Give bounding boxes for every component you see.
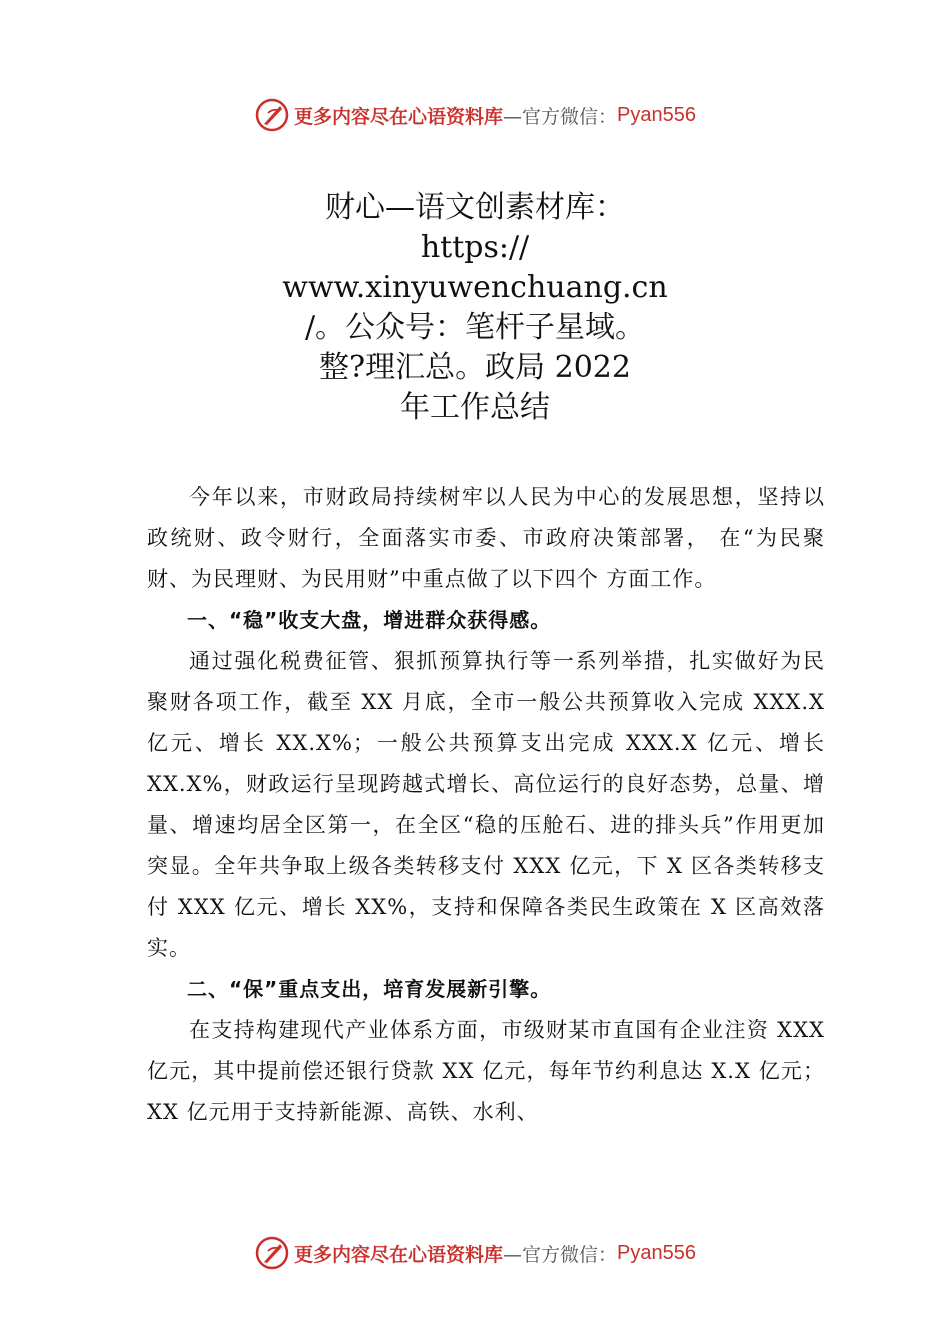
quill-logo-icon	[254, 1235, 290, 1271]
title-line: 年工作总结	[400, 390, 550, 425]
watermark-handle: Pyan556	[617, 103, 696, 126]
watermark-gray-text: —官方微信：	[503, 105, 618, 128]
section-paragraph-1: 通过强化税费征管、狠抓预算执行等一系列举措，扎实做好为民聚财各项工作，截至 XX 月底，全市一般公共预算收入完成 XXX.X 亿元、增长 XX.X%；一般公共预算支出完成 XXX.X 亿元、增长 XX.X%，财政运行呈现跨越式增长、高位运行的良好态势，总量、增量、增速均居全区第一，在全区“稳的压舱石、进的排头兵”作用更加突显。全年共争取上级各类转移支付 XXX 亿元，下 X 区各类转移支付 XXX 亿元、增长 XX%，支持和保障各类民生政策在 X 区高效落实。	[147, 649, 825, 960]
section-paragraph-2: 在支持构建现代产业体系方面，市级财某市直国有企业注资 XXX 亿元，其中提前偿还银行贷款 XX 亿元，每年节约利息达 X.X 亿元；XX 亿元用于支持新能源、高铁、水利、	[147, 1018, 825, 1124]
footer-watermark	[0, 1233, 950, 1273]
title-line: www.xinyuwenchuang.cn	[282, 270, 668, 305]
document-body	[147, 477, 825, 1133]
section-heading-1: 一、“稳”收支大盘，增进群众获得感。	[187, 608, 552, 632]
title-line: 财心—语文创素材库：	[325, 190, 625, 225]
title-line: /。公众号：笔杆子星域。	[304, 310, 646, 345]
header-watermark	[0, 95, 950, 135]
title-line: https://	[420, 230, 530, 265]
watermark-handle: Pyan556	[617, 1241, 696, 1264]
watermark-gray-text: —官方微信：	[503, 1243, 618, 1266]
intro-paragraph: 今年以来，市财政局持续树牢以人民为中心的发展思想，坚持以政统财、政令财行，全面落实市委、市政府决策部署， 在“为民聚财、为民理财、为民用财”中重点做了以下四个 方面工作。	[147, 485, 825, 591]
section-heading-2: 二、“保”重点支出，培育发展新引擎。	[187, 977, 552, 1001]
watermark-red-text: 更多内容尽在心语资料库	[294, 1243, 504, 1266]
quill-logo-icon	[254, 97, 290, 133]
title-line: 整?理汇总。政局 2022	[319, 350, 631, 385]
document-title	[150, 188, 800, 428]
watermark-red-text: 更多内容尽在心语资料库	[294, 105, 504, 128]
